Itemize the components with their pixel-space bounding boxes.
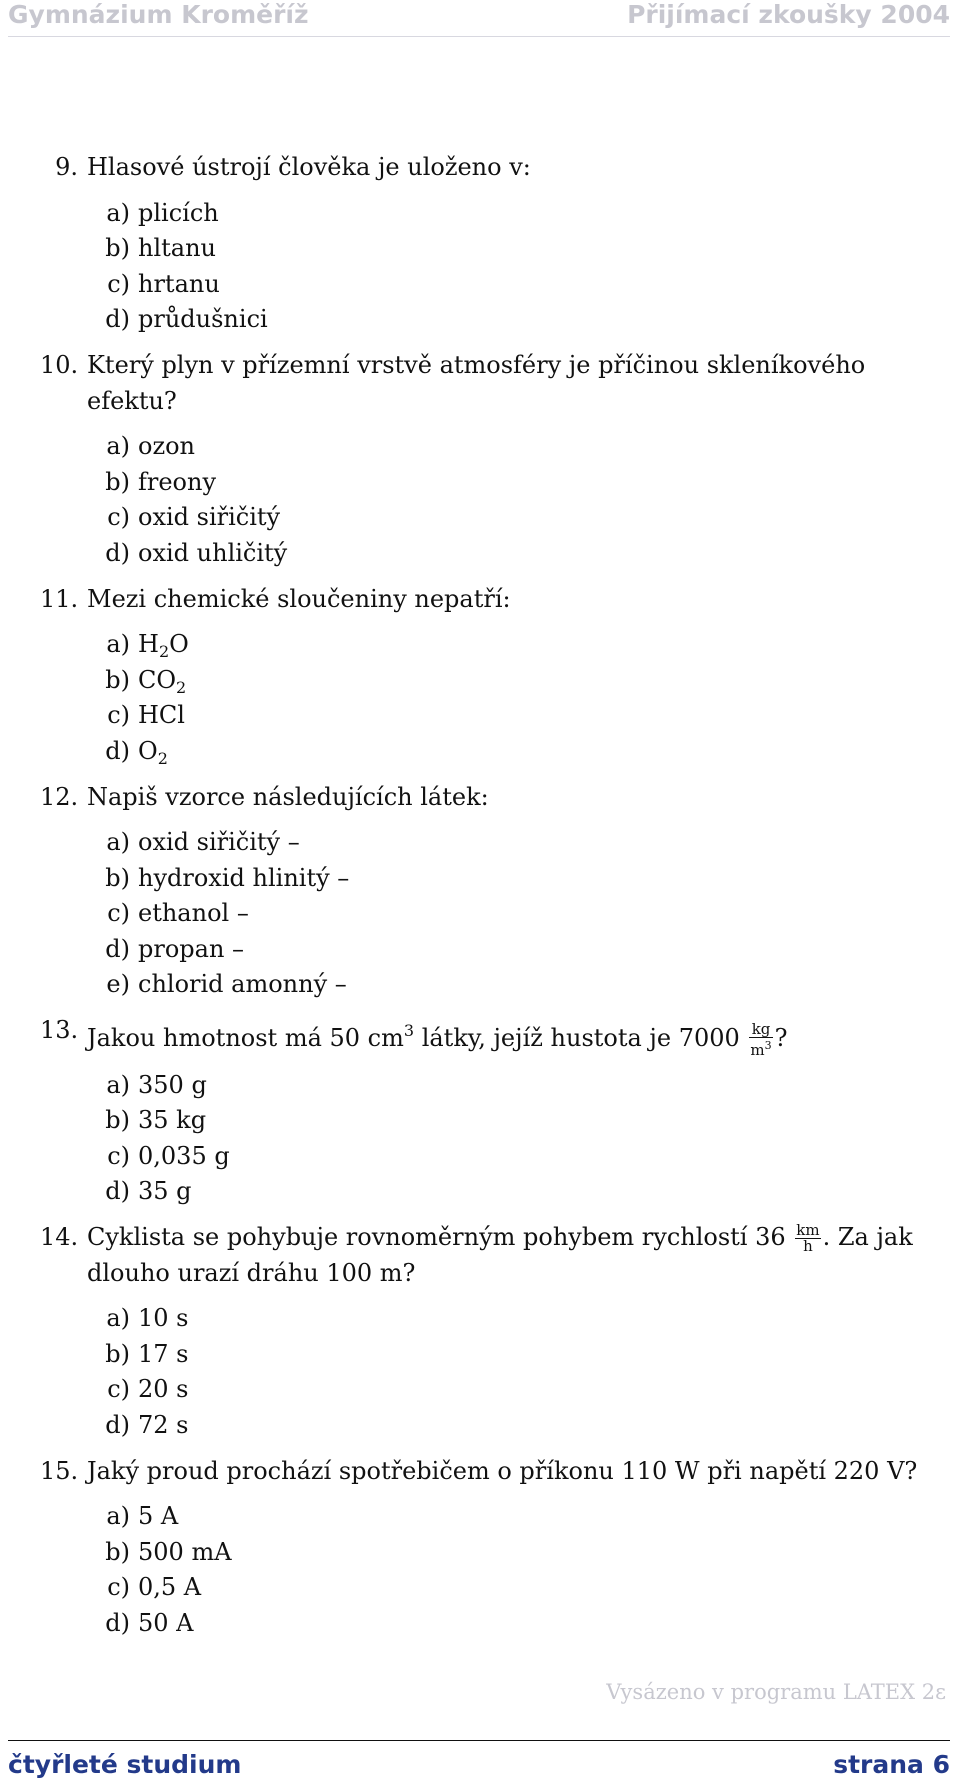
answer-letter: a) bbox=[106, 198, 130, 227]
answer-option bbox=[40, 1535, 950, 1571]
answer-letter: d) bbox=[105, 1177, 130, 1205]
page-header bbox=[8, 0, 950, 34]
chemical-formula bbox=[138, 627, 950, 663]
answer-option bbox=[40, 734, 950, 770]
answer-text: 72 s bbox=[138, 1410, 189, 1439]
answer-option bbox=[40, 536, 950, 572]
answer-letter: e) bbox=[106, 970, 130, 998]
answer-option bbox=[40, 967, 950, 1003]
question-text-part: . Za jak bbox=[822, 1223, 913, 1251]
question-text: Napiš vzorce následujících látek: bbox=[87, 782, 489, 811]
footer-divider bbox=[8, 1740, 950, 1741]
answer-text: chlorid amonný – bbox=[138, 970, 347, 998]
answer-text: 35 g bbox=[138, 1177, 192, 1205]
answer-letter: d) bbox=[105, 305, 130, 333]
answer-letter: c) bbox=[107, 1141, 130, 1170]
answer-text: hrtanu bbox=[138, 269, 220, 298]
question-number: 11. bbox=[40, 584, 79, 613]
question-number: 12. bbox=[40, 782, 79, 811]
answer-letter: d) bbox=[105, 538, 130, 567]
answer-option bbox=[40, 1372, 950, 1408]
answer-list bbox=[40, 429, 950, 571]
question-12 bbox=[40, 780, 950, 1003]
question-text: Který plyn v přízemní vrstvě atmosféry je příčinou skleníkového efektu? bbox=[87, 351, 866, 415]
answer-option bbox=[40, 825, 950, 861]
answer-option bbox=[40, 1301, 950, 1337]
answer-option bbox=[40, 1139, 950, 1175]
question-text bbox=[87, 1220, 950, 1256]
formula-subscript: 2 bbox=[158, 642, 170, 661]
question-number: 13. bbox=[40, 1016, 79, 1044]
answer-letter: b) bbox=[105, 467, 130, 496]
answer-letter: d) bbox=[105, 736, 130, 765]
answer-option bbox=[40, 896, 950, 932]
answer-letter: c) bbox=[107, 899, 130, 927]
answer-list bbox=[40, 196, 950, 338]
answer-letter: c) bbox=[107, 701, 130, 729]
fraction-denominator bbox=[749, 1038, 772, 1058]
denominator-base: m bbox=[750, 1040, 765, 1059]
unit-superscript: 3 bbox=[403, 1021, 415, 1040]
answer-option bbox=[40, 1337, 950, 1373]
answer-letter: c) bbox=[107, 1573, 130, 1601]
answer-option bbox=[40, 627, 950, 663]
question-text bbox=[87, 1013, 950, 1058]
answer-option bbox=[40, 663, 950, 699]
answer-text: 350 g bbox=[138, 1070, 207, 1099]
answer-text: 20 s bbox=[138, 1375, 189, 1403]
question-9 bbox=[40, 150, 950, 338]
answer-option bbox=[40, 1174, 950, 1210]
fraction-denominator: h bbox=[803, 1237, 813, 1255]
answer-option bbox=[40, 861, 950, 897]
header-divider bbox=[8, 36, 950, 37]
question-14 bbox=[40, 1220, 950, 1443]
typeset-note: Vysázeno v programu LATEX 2ε bbox=[606, 1680, 946, 1704]
question-11 bbox=[40, 582, 950, 770]
answer-letter: a) bbox=[106, 432, 130, 460]
question-text-part: Cyklista se pohybuje rovnoměrným pohybem rychlostí 36 bbox=[87, 1223, 794, 1251]
answer-letter: d) bbox=[105, 934, 130, 963]
answer-letter: c) bbox=[107, 1375, 130, 1403]
answer-option bbox=[40, 267, 950, 303]
formula-subscript: 2 bbox=[176, 677, 187, 697]
answer-letter: b) bbox=[105, 234, 130, 262]
answer-option bbox=[40, 429, 950, 465]
answer-text: 500 mA bbox=[138, 1537, 232, 1566]
answer-text: 5 A bbox=[138, 1502, 179, 1530]
answer-letter: b) bbox=[105, 665, 130, 694]
answer-text: průdušnici bbox=[138, 305, 268, 333]
answer-text: oxid siřičitý bbox=[138, 503, 281, 531]
answer-option bbox=[40, 932, 950, 968]
question-15 bbox=[40, 1454, 950, 1642]
answer-letter: a) bbox=[106, 630, 130, 658]
answer-option bbox=[40, 465, 950, 501]
question-list bbox=[40, 150, 950, 1652]
answer-option bbox=[40, 231, 950, 267]
answer-option bbox=[40, 1408, 950, 1444]
answer-list bbox=[40, 1499, 950, 1641]
answer-option bbox=[40, 1606, 950, 1642]
answer-option bbox=[40, 302, 950, 338]
answer-option bbox=[40, 698, 950, 734]
formula-part: H bbox=[138, 630, 159, 658]
formula-part: CO bbox=[138, 665, 177, 694]
question-text: Hlasové ústrojí člověka je uloženo v: bbox=[87, 153, 531, 181]
chemical-formula bbox=[138, 663, 950, 699]
study-type: čtyřleté studium bbox=[8, 1750, 242, 1779]
answer-letter: b) bbox=[105, 1106, 130, 1134]
fraction-numerator: kg bbox=[749, 1022, 772, 1038]
denominator-superscript: 3 bbox=[764, 1038, 772, 1052]
answer-option bbox=[40, 1068, 950, 1104]
question-number: 9. bbox=[55, 153, 78, 181]
formula-subscript: 2 bbox=[157, 748, 168, 768]
answer-text: ozon bbox=[138, 432, 195, 460]
answer-option bbox=[40, 1499, 950, 1535]
answer-option bbox=[40, 1570, 950, 1606]
answer-letter: a) bbox=[106, 828, 130, 856]
answer-letter: a) bbox=[106, 1502, 130, 1530]
exam-title: Přijímací zkoušky 2004 bbox=[627, 0, 950, 29]
answer-option bbox=[40, 500, 950, 536]
answer-text: 35 kg bbox=[138, 1106, 207, 1134]
question-text: Mezi chemické sloučeniny nepatří: bbox=[87, 584, 511, 613]
answer-letter: d) bbox=[105, 1410, 130, 1439]
answer-letter: c) bbox=[107, 269, 130, 298]
answer-text: ethanol – bbox=[138, 899, 249, 927]
question-text: Jaký proud prochází spotřebičem o příkonu 110 W při napětí 220 V? bbox=[87, 1456, 918, 1485]
answer-text: oxid siřičitý – bbox=[138, 828, 300, 856]
answer-list bbox=[40, 825, 950, 1003]
answer-text: 50 A bbox=[138, 1608, 194, 1637]
answer-option bbox=[40, 196, 950, 232]
speed-unit-fraction bbox=[795, 1223, 820, 1254]
answer-letter: b) bbox=[105, 1339, 130, 1368]
answer-letter: b) bbox=[105, 863, 130, 892]
question-number: 10. bbox=[40, 351, 79, 379]
question-text-part: Jakou hmotnost má 50 cm bbox=[87, 1024, 404, 1052]
question-number: 14. bbox=[40, 1223, 79, 1251]
answer-list bbox=[40, 627, 950, 769]
question-13 bbox=[40, 1013, 950, 1210]
answer-list bbox=[40, 1301, 950, 1443]
fraction-numerator: km bbox=[796, 1221, 820, 1239]
page-number: strana 6 bbox=[833, 1750, 950, 1779]
answer-text: freony bbox=[138, 467, 217, 496]
answer-list bbox=[40, 1068, 950, 1210]
answer-letter: d) bbox=[105, 1608, 130, 1637]
answer-option bbox=[40, 1103, 950, 1139]
question-number: 15. bbox=[40, 1456, 79, 1485]
answer-text: 0,035 g bbox=[138, 1141, 230, 1170]
answer-letter: a) bbox=[106, 1070, 130, 1099]
answer-text: 10 s bbox=[138, 1304, 189, 1332]
question-text-continued: dlouho urazí dráhu 100 m? bbox=[87, 1258, 416, 1287]
school-name: Gymnázium Kroměříž bbox=[8, 0, 309, 29]
answer-text: oxid uhličitý bbox=[138, 538, 288, 567]
question-text-part: látky, jejíž hustota je 7000 bbox=[414, 1024, 748, 1052]
answer-text: propan – bbox=[138, 934, 245, 963]
answer-text: HCl bbox=[138, 701, 185, 729]
answer-letter: b) bbox=[105, 1537, 130, 1566]
question-10 bbox=[40, 348, 950, 571]
density-unit-fraction bbox=[749, 1019, 772, 1059]
answer-text: hltanu bbox=[138, 234, 216, 262]
chemical-formula bbox=[138, 734, 950, 770]
answer-text: plicích bbox=[138, 198, 219, 227]
answer-text: 17 s bbox=[138, 1339, 189, 1368]
formula-part: O bbox=[169, 630, 189, 658]
answer-text: 0,5 A bbox=[138, 1573, 202, 1601]
answer-letter: a) bbox=[106, 1304, 130, 1332]
answer-text: hydroxid hlinitý – bbox=[138, 863, 350, 892]
answer-letter: c) bbox=[107, 503, 130, 531]
question-text-part: ? bbox=[774, 1024, 788, 1052]
formula-part: O bbox=[138, 736, 158, 765]
